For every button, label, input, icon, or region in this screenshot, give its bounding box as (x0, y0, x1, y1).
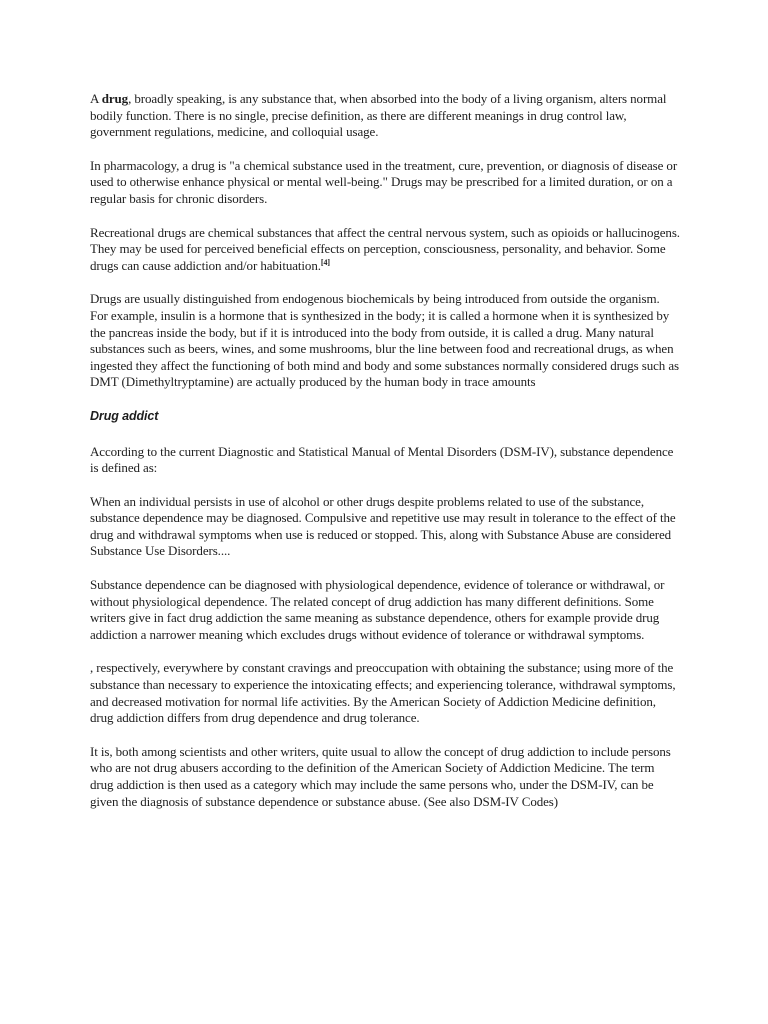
paragraph-cravings: , respectively, everywhere by constant cravings and preoccupation with obtaining the substance; using more of the substance than necessary to experience the intoxicating effects; and experiencing tolerance, withdrawal symptoms, and decreased motivation for normal life activities. By the American Society of Addiction Medicine definition, drug addiction differs from drug dependence and drug tolerance. (90, 660, 676, 726)
paragraph-drug-definition (90, 91, 680, 141)
document-body (90, 91, 680, 827)
paragraph-substance-dependence: When an individual persists in use of alcohol or other drugs despite problems related to use of the substance, substance dependence may be diagnosed. Compulsive and repetitive use may result in tolerance to the effect of the drug and withdrawal symptoms when use is reduced or stopped. This, along with Substance Abuse are considered Substance Use Disorders.... (90, 493, 676, 559)
paragraph-dsm-iv: According to the current Diagnostic and Statistical Manual of Mental Disorders (DSM-IV), substance dependence is defined as: (90, 443, 674, 476)
paragraph-text: , broadly speaking, is any substance that, when absorbed into the body of a living organism, alters normal bodily function. There is no single, precise definition, as there are different meanings in drug control law, government regulations, medicine, and colloquial usage. (90, 91, 667, 140)
citation-ref[interactable]: [4] (320, 257, 330, 267)
paragraph-pharmacology: In pharmacology, a drug is "a chemical substance used in the treatment, cure, prevention, or diagnosis of disease or used to otherwise enhance physical or mental well-being." Drugs may be prescribed for a limited duration, or on a regular basis for chronic disorders. (90, 157, 678, 206)
section-heading: Drug addict (90, 408, 159, 423)
paragraph-diagnosis: Substance dependence can be diagnosed with physiological dependence, evidence of tolerance or withdrawal, or without physiological dependence. The related concept of drug addiction has many different definitions. Some writers give in fact drug addiction the same meaning as substance dependence, others for example provide drug addiction a narrower meaning which excludes drugs without evidence of tolerance or withdrawal symptoms. (90, 577, 665, 642)
term-drug: drug (101, 91, 129, 106)
paragraph-endogenous: Drugs are usually distinguished from endogenous biochemicals by being introduced from outside the organism. For example, insulin is a hormone that is synthesized in the body; it is called a hormone when it is synthesized by the pancreas inside the body, but if it is introduced into the body from outside, it is called a drug. Many natural substances such as beers, wines, and some mushrooms, blur the line between food and recreational drugs, as when ingested they affect the functioning of both mind and body and some substances normally considered drugs such as DMT (Dimethyltryptamine) are actually produced by the human body in trace amounts (90, 291, 679, 390)
paragraph-scientists: It is, both among scientists and other writers, quite usual to allow the concept of drug addiction to include persons who are not drug abusers according to the definition of the American Society of Addiction Medicine. The term drug addiction is then used as a category which may include the same persons who, under the DSM-IV, can be given the diagnosis of substance dependence or substance abuse. (See also DSM-IV Codes) (90, 743, 671, 809)
paragraph-recreational-drugs (90, 225, 680, 275)
paragraph-lead: A (90, 91, 102, 106)
paragraph-text: Recreational drugs are chemical substances that affect the central nervous system, such as opioids or hallucinogens. They may be used for perceived beneficial effects on perception, consciousness, personality, and behavior. Some drugs can cause addiction and/or habituation. (90, 224, 680, 273)
